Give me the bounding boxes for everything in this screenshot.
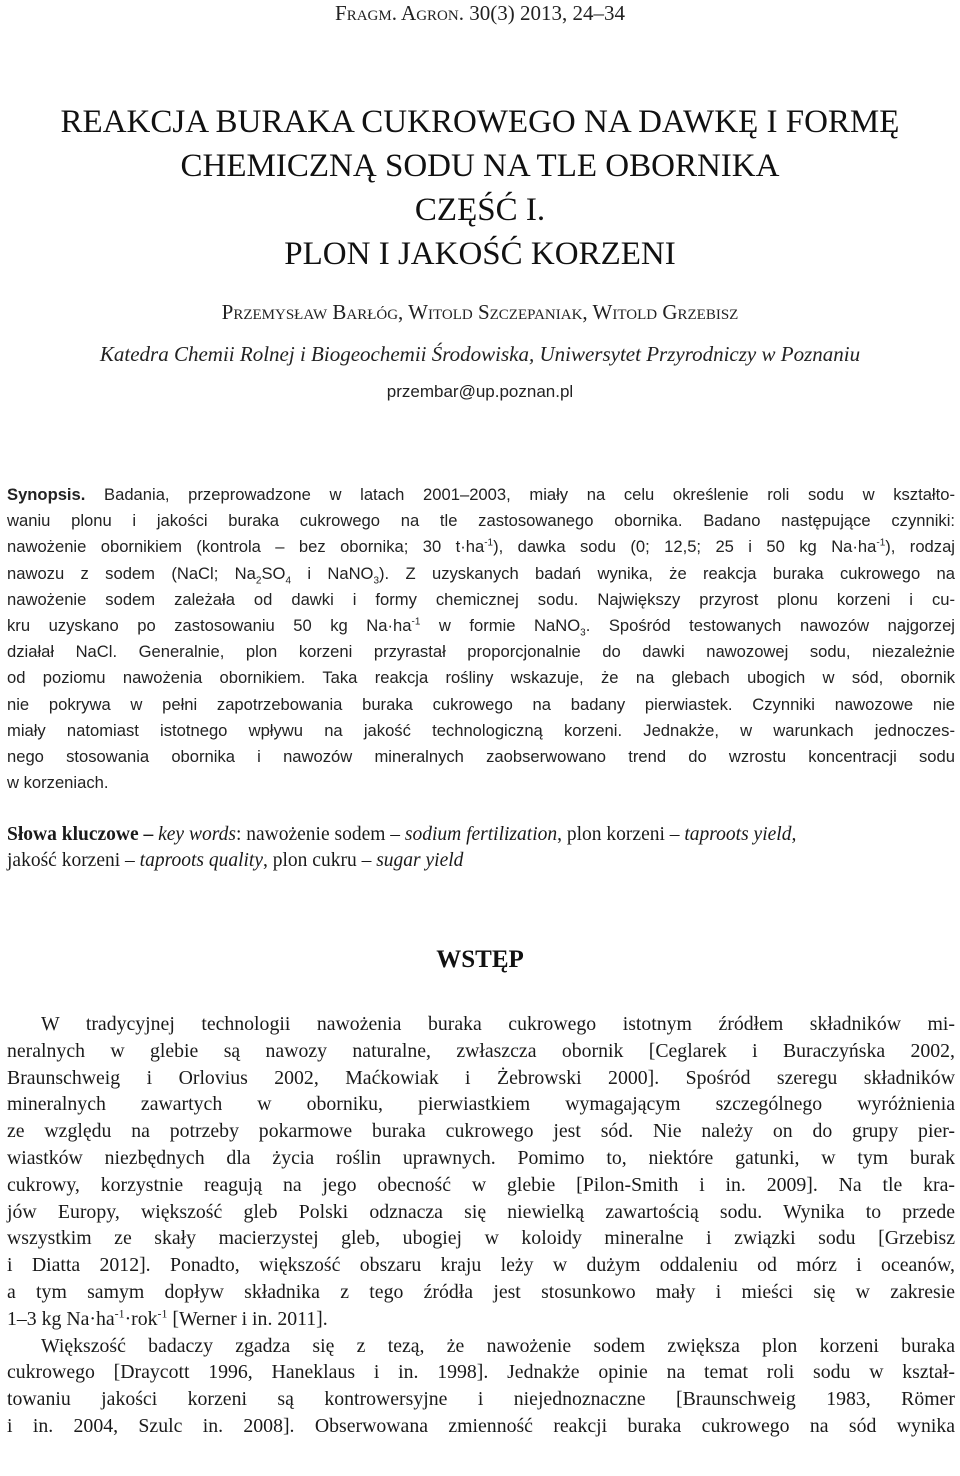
abstract-line: [7, 534, 955, 560]
authors: Przemysław Barłóg, Witold Szczepaniak, Witold Grzebisz: [221, 300, 739, 324]
title-line-4: PLON I JAKOŚĆ KORZENI: [284, 236, 676, 272]
body-text-run: ·rok: [124, 1307, 158, 1330]
body-text-run: 1–3 kg Na·ha: [7, 1307, 115, 1330]
abstract-line: [7, 482, 955, 508]
abstract-line: miały natomiast istotnego wpływu na jakość technologiczną korzeni. Jednakże, w warunkach jednoczes-: [7, 720, 955, 740]
journal-header: Fragm. Agron. 30(3) 2013, 24–34: [335, 1, 625, 25]
body-line: W tradycyjnej technologii nawożenia buraka cukrowego istotnym źródłem składników mi-: [41, 1013, 955, 1035]
keyword-text: jakość korzeni –: [7, 850, 140, 871]
keyword-text: : nawożenie sodem –: [235, 824, 405, 845]
body-line: [7, 1306, 955, 1333]
email-link[interactable]: przembar@up.poznan.pl: [386, 382, 574, 401]
abstract: [7, 482, 955, 796]
superscript: -1: [411, 616, 421, 628]
abstract-line: od poziomu nawożenia obornikiem. Taka reakcja rośliny wskazuje, że na glebach ubogich w sód, obornik: [7, 668, 955, 688]
abstract-text: w formie NaNO: [420, 616, 581, 636]
keyword-en: sodium fertilization: [404, 824, 558, 845]
abstract-line: nie pokrywa w pełni zapotrzebowania buraka cukrowego na badany pierwiastek. Czynniki nawozowe nie: [7, 694, 955, 714]
body-line: Braunschweig i Orlovius 2002, Maćkowiak i Żebrowski 2000]. Spośród szeregu składników: [7, 1066, 955, 1089]
body-line: i in. 2004, Szulc in. 2008]. Obserwowana zmienność reakcji buraka cukrowego na sód wynika: [7, 1414, 955, 1437]
subscript: 3: [580, 627, 586, 639]
abstract-line: działał NaCl. Generalnie, plon korzeni przyrastał proporcjonalnie do dawki nawozowej sodu, niezależnie: [7, 642, 955, 662]
body-line: neralnych w glebie są nawozy naturalne, zwłaszcza obornik [Ceglarek i Buraczyńska 2002,: [7, 1039, 955, 1062]
keywords-label: Słowa kluczowe –: [7, 824, 159, 845]
abstract-text: ), dawka sodu (0; 12,5; 25 i 50 kg Na·ha: [493, 537, 877, 557]
abstract-text: kru uzyskano po zastosowaniu 50 kg Na·ha: [7, 616, 412, 636]
abstract-line: nego stosowania obornika i nawozów mineralnych zaobserwowano trend do wzrostu koncentracji sodu: [7, 747, 955, 767]
keywords-label-en: key words: [158, 824, 236, 845]
keywords: [7, 822, 955, 874]
subscript: 2: [255, 574, 262, 586]
abstract-line: [7, 613, 955, 639]
abstract-line: waniu plonu i jakości buraka cukrowego na tle zastosowanego obornika. Badano następujące czynniki:: [7, 511, 955, 531]
superscript: -1: [157, 1306, 168, 1321]
body-line: jów Europy, większość gleb Polski odznacza się niewielką zawartością sodu. Wynika to przede: [7, 1200, 955, 1223]
body-text-run: [Werner i in. 2011].: [167, 1307, 328, 1330]
section-heading: WSTĘP: [436, 946, 524, 973]
abstract-text: ). Z uzyskanych badań wynika, że reakcja buraka cukrowego na: [379, 563, 955, 583]
abstract-line: w korzeniach.: [7, 773, 109, 793]
body-line: wszystkim ze skały macierzystej gleb, ubogiej w koloidy mineralne i związki sodu [Grzebisz: [7, 1227, 955, 1250]
keyword-text: , plon korzeni –: [557, 824, 685, 845]
abstract-line: [7, 561, 955, 587]
abstract-text: SO: [261, 563, 286, 583]
title-line-3: CZĘŚĆ I.: [414, 192, 546, 228]
abstract-text: Badania, przeprowadzone w latach 2001–2003, miały na celu określenie roli sodu w kształto-: [85, 485, 955, 504]
abstract-text: ), rodzaj: [885, 537, 955, 557]
body-line: towaniu jakości korzeni są kontrowersyjne i niejednoznaczne [Braunschweig 1983, Römer: [7, 1388, 955, 1411]
body-line: wiastków niezbędnych dla życia roślin uprawnych. Pomimo to, niektóre gatunki, w tym burak: [7, 1146, 955, 1169]
abstract-text: . Spośród testowanych nawozów najgorzej: [585, 616, 955, 636]
keyword-en: sugar yield: [376, 850, 464, 871]
body-line: mineralnych zawartych w oborniku, pierwiastkiem wymagającym szczególnego wyróżnienia: [7, 1093, 955, 1116]
title-line-1: REAKCJA BURAKA CUKROWEGO NA DAWKĘ I FORMĘ: [60, 104, 900, 140]
superscript: -1: [484, 537, 494, 549]
superscript: -1: [114, 1306, 125, 1321]
subscript: 3: [373, 574, 380, 586]
body-line: cukrowy, korzystnie reagują na jego obecność w glebie [Pilon-Smith i in. 2009]. Na tle kra-: [7, 1173, 955, 1196]
body-line: i Diatta 2012]. Ponadto, większość obszaru kraju leży w dużym oddaleniu od mórz i oceanów,: [7, 1254, 955, 1277]
keyword-text: , plon cukru –: [263, 850, 377, 871]
affiliation: Katedra Chemii Rolnej i Biogeochemii Środowiska, Uniwersytet Przyrodniczy w Poznaniu: [99, 342, 861, 366]
abstract-label: Synopsis.: [7, 485, 86, 504]
body-line: a tym samym dopływ składnika z tego źródła jest stosunkowo mały i mieści się w zakresie: [7, 1280, 955, 1303]
keywords-line: [7, 848, 955, 874]
abstract-text: nawożenie obornikiem (kontrola – bez obornika; 30 t·ha: [7, 537, 485, 557]
keywords-line: [7, 822, 955, 848]
abstract-line: nawożenie sodem zależała od dawki i formy chemicznej sodu. Największy przyrost plonu korzeni i cu-: [7, 589, 955, 609]
title-line-2: CHEMICZNĄ SODU NA TLE OBORNIKA: [180, 148, 780, 184]
paper-title: [0, 100, 960, 276]
body-line: ze względu na potrzeby pokarmowe buraka cukrowego jest sód. Nie należy on do grupy pier-: [7, 1120, 955, 1143]
subscript: 4: [285, 574, 291, 586]
superscript: -1: [876, 537, 886, 549]
keyword-en: taproots yield,: [684, 824, 797, 845]
body-line: cukrowego [Draycott 1996, Haneklaus i in. 1998]. Jednakże opinie na temat roli sodu w kształ-: [7, 1361, 955, 1384]
body-line: Większość badaczy zgadza się z tezą, że nawożenie sodem zwiększa plon korzeni buraka: [41, 1334, 955, 1357]
abstract-text: i NaNO: [290, 563, 374, 583]
keyword-en: taproots quality: [139, 850, 263, 871]
body-text: [7, 1011, 955, 1440]
abstract-text: nawozu z sodem (NaCl; Na: [7, 563, 256, 583]
